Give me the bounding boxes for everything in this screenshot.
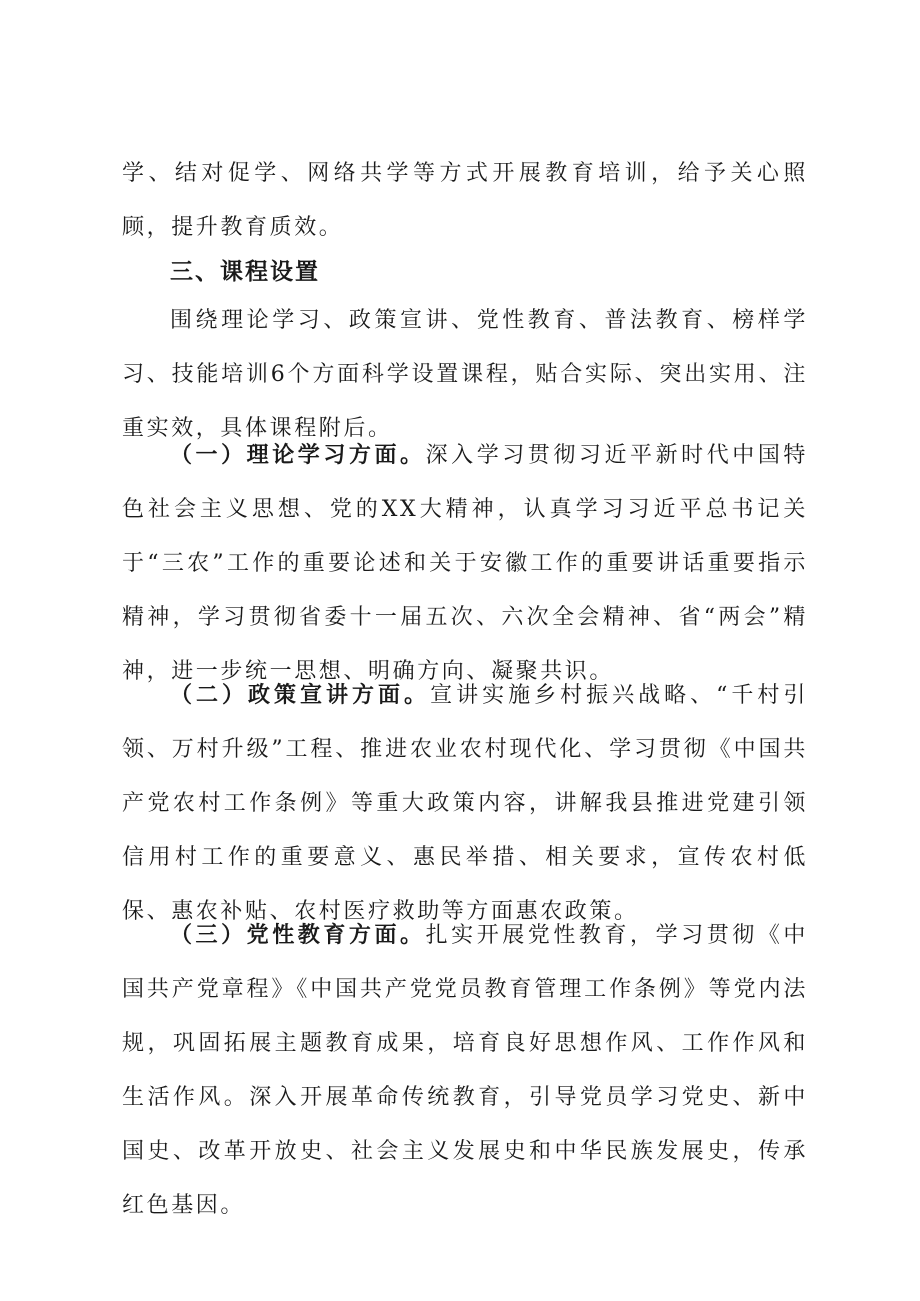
section-heading: 三、课程设置 xyxy=(170,259,320,285)
policy-lecture-paragraph xyxy=(122,669,808,939)
theory-study-paragraph xyxy=(122,429,808,699)
intro-paragraph: 围绕理论学习、政策宣讲、党性教育、普法教育、榜样学习、技能培训6个方面科学设置课程，贴合实际、突出实用、注重实效，具体课程附后。 xyxy=(122,308,808,441)
party-spirit-paragraph xyxy=(122,909,808,1233)
item-lead: （三）党性教育方面。 xyxy=(170,923,426,948)
item-body: 宣讲实施乡村振兴战略、“千村引领、万村升级”工程、推进农业农村现代化、学习贯彻《中国共产党农村工作条例》等重大政策内容，讲解我县推进党建引领信用村工作的重要意义、惠民举措、相关要求，宣传农村低保、惠农补贴、农村医疗救助等方面惠农政策。 xyxy=(122,683,808,924)
item-lead: （二）政策宣讲方面。 xyxy=(170,683,431,708)
item-lead: （一）理论学习方面。 xyxy=(170,443,426,468)
item-body: 深入学习贯彻习近平新时代中国特色社会主义思想、党的XX大精神，认真学习习近平总书记关于“三农”工作的重要论述和关于安徽工作的重要讲话重要指示精神，学习贯彻省委十一届五次、六次全会精神、省“两会”精神，进一步统一思想、明确方向、凝聚共识。 xyxy=(122,443,808,684)
continuation-paragraph: 学、结对促学、网络共学等方式开展教育培训，给予关心照顾，提升教育质效。 xyxy=(122,161,808,240)
item-body: 扎实开展党性教育，学习贯彻《中国共产党章程》《中国共产党党员教育管理工作条例》等党内法规，巩固拓展主题教育成果，培育良好思想作风、工作作风和生活作风。深入开展革命传统教育，引导党员学习党史、新中国史、改革开放史、社会主义发展史和中华民族发展史，传承红色基因。 xyxy=(122,923,808,1218)
